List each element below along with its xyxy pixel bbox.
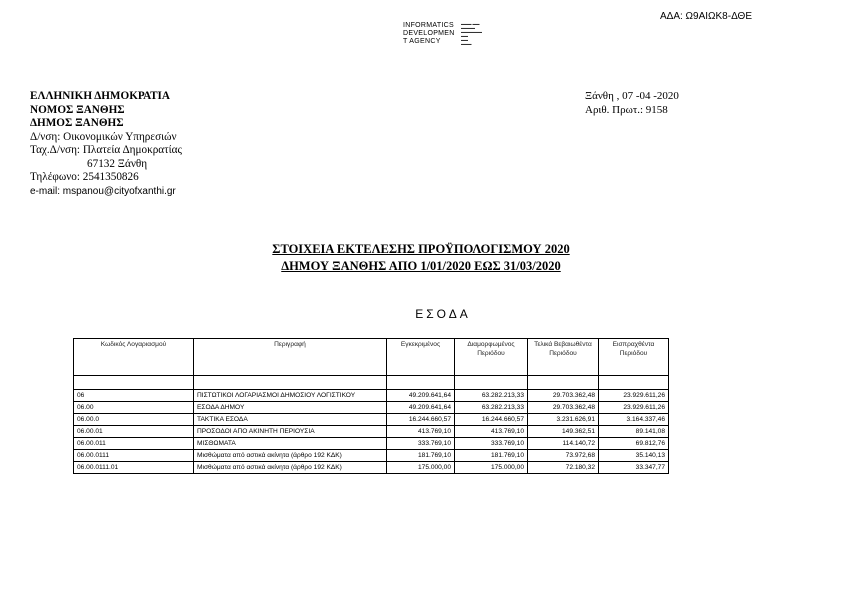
protocol-number: Αριθ. Πρωτ.: 9158 (585, 103, 668, 116)
collected-amount: 23.929.611,26 (599, 402, 669, 414)
approved-amount: 181.769,10 (387, 450, 455, 462)
spacer-cell (74, 376, 194, 390)
adjusted-amount: 175.000,00 (455, 462, 528, 474)
approved-amount: 413.769,10 (387, 426, 455, 438)
collected-amount: 3.164.337,46 (599, 414, 669, 426)
document-info (585, 90, 679, 117)
document-date: Ξάνθη , 07 -04 -2020 (585, 90, 679, 102)
account-description: Μισθώματα από αστικά ακίνητα (άρθρο 192 ΚΔΚ) (194, 450, 387, 462)
revenue-table (73, 338, 669, 474)
collected-amount: 35.140,13 (599, 450, 669, 462)
report-title-line2: ΔΗΜΟΥ ΞΑΝΘΗΣ ΑΠΟ 1/01/2020 ΕΩΣ 31/03/2020 (281, 259, 561, 273)
certified-amount: 29.703.362,48 (528, 390, 599, 402)
certified-amount: 149.362,51 (528, 426, 599, 438)
address-line: Ταχ.Δ/νση: Πλατεία Δημοκρατίας (30, 144, 182, 156)
approved-amount: 16.244.660,57 (387, 414, 455, 426)
spacer-cell (194, 376, 387, 390)
certified-amount: 114.140,72 (528, 438, 599, 450)
certified-amount: 3.231.626,91 (528, 414, 599, 426)
spacer-cell (528, 376, 599, 390)
column-header: Εγκεκριμένος (387, 339, 455, 376)
column-header: Διαμορφωμένος Περιόδου (455, 339, 528, 376)
approved-amount: 175.000,00 (387, 462, 455, 474)
account-description: ΜΙΣΘΩΜΑΤΑ (194, 438, 387, 450)
account-code: 06.00.0111.01 (74, 462, 194, 474)
collected-amount: 33.347,77 (599, 462, 669, 474)
approved-amount: 333.769,10 (387, 438, 455, 450)
table-row (74, 402, 669, 414)
watermark-line: DEVELOPMEN (403, 30, 455, 37)
column-header: Περιγραφή (194, 339, 387, 376)
certified-amount: 73.972,68 (528, 450, 599, 462)
watermark-line: INFORMATICS (403, 22, 455, 29)
table-row (74, 462, 669, 474)
adjusted-amount: 333.769,10 (455, 438, 528, 450)
column-header: Κωδικός Λογαριασμού (74, 339, 194, 376)
informatics-watermark (403, 22, 523, 54)
postal-code-line: 67132 Ξάνθη (87, 157, 148, 170)
adjusted-amount: 63.282.213,33 (455, 390, 528, 402)
table-header-row (74, 339, 669, 376)
adjusted-amount: 16.244.660,57 (455, 414, 528, 426)
spacer-cell (455, 376, 528, 390)
phone-line: Τηλέφωνο: 2541350826 (30, 171, 139, 183)
collected-amount: 69.812,76 (599, 438, 669, 450)
adjusted-amount: 63.282.213,33 (455, 402, 528, 414)
table-spacer-row (74, 376, 669, 390)
prefecture-heading: ΝΟΜΟΣ ΞΑΝΘΗΣ (30, 103, 125, 116)
certified-amount: 72.180,32 (528, 462, 599, 474)
account-description: ΠΡΟΣΟΔΟΙ ΑΠΟ ΑΚΙΝΗΤΗ ΠΕΡΙΟΥΣΙΑ (194, 426, 387, 438)
account-description: ΕΣΟΔΑ ΔΗΜΟΥ (194, 402, 387, 414)
certified-amount: 29.703.362,48 (528, 402, 599, 414)
adjusted-amount: 413.769,10 (455, 426, 528, 438)
table-row (74, 438, 669, 450)
account-code: 06 (74, 390, 194, 402)
table-row (74, 450, 669, 462)
collected-amount: 89.141,08 (599, 426, 669, 438)
column-header: Εισπραχθέντα Περιόδου (599, 339, 669, 376)
table-row (74, 414, 669, 426)
spacer-cell (599, 376, 669, 390)
watermark-line: T AGENCY (403, 38, 441, 45)
account-description: Μισθώματα από αστικά ακίνητα (άρθρο 192 ΚΔΚ) (194, 462, 387, 474)
sender-block (30, 90, 182, 198)
email-line: e-mail: mspanou@cityofxanthi.gr (30, 185, 176, 197)
account-code: 06.00.011 (74, 438, 194, 450)
department-line: Δ/νση: Οικονομικών Υπηρεσιών (30, 130, 177, 143)
approved-amount: 49.209.641,64 (387, 390, 455, 402)
account-code: 06.00 (74, 402, 194, 414)
watermark-fine-print-logo: ▬▬▬ ▬▬ ▬▬▬▬ ▬▬▬▬▬▬ ▬▬ ▬▬ ▬▬▬ (461, 22, 482, 46)
spacer-cell (387, 376, 455, 390)
table-row (74, 426, 669, 438)
section-heading: ΕΣΟΔΑ (415, 307, 471, 321)
account-code: 06.00.0111 (74, 450, 194, 462)
column-header: Τελικά Βεβαιωθέντα Περιόδου (528, 339, 599, 376)
account-description: ΤΑΚΤΙΚΑ ΕΣΟΔΑ (194, 414, 387, 426)
table-row (74, 390, 669, 402)
municipality-heading: ΔΗΜΟΣ ΞΑΝΘΗΣ (30, 117, 124, 129)
account-description: ΠΙΣΤΩΤΙΚΟΙ ΛΟΓΑΡΙΑΣΜΟΙ ΔΗΜΟΣΙΟΥ ΛΟΓΙΣΤΙΚΟΥ (194, 390, 387, 402)
report-title-line1: ΣΤΟΙΧΕΙΑ ΕΚΤΕΛΕΣΗΣ ΠΡΟΫΠΟΛΟΓΙΣΜΟΥ 2020 (272, 242, 570, 256)
approved-amount: 49.209.641,64 (387, 402, 455, 414)
account-code: 06.00.0 (74, 414, 194, 426)
account-code: 06.00.01 (74, 426, 194, 438)
collected-amount: 23.929.611,26 (599, 390, 669, 402)
adjusted-amount: 181.769,10 (455, 450, 528, 462)
country-heading: ΕΛΛΗΝΙΚΗ ΔΗΜΟΚΡΑΤΙΑ (30, 90, 170, 102)
ada-code: ΑΔΑ: Ω9ΑΙΩΚ8-ΔΘΕ (659, 11, 752, 22)
